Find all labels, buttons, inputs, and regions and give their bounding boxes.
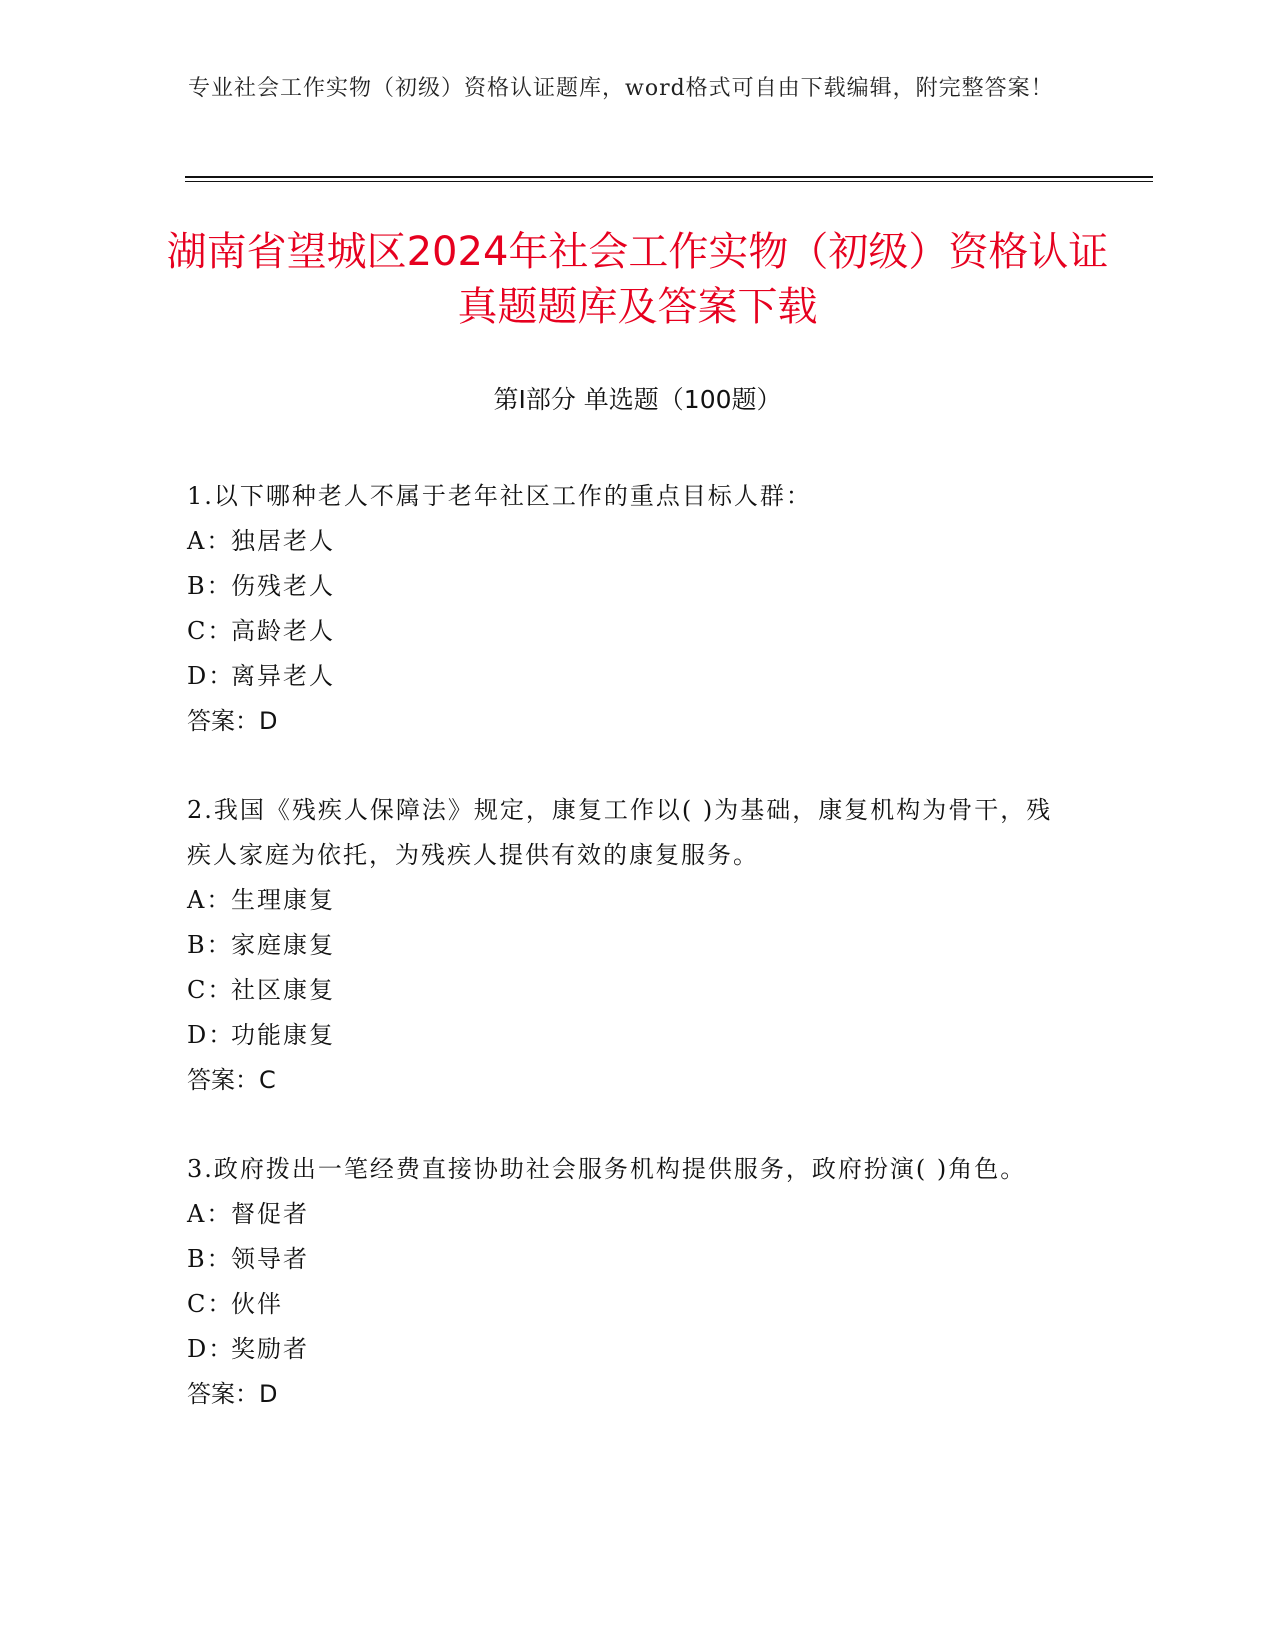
option-c	[187, 609, 1067, 654]
option-b	[187, 923, 1067, 968]
option-c	[187, 968, 1067, 1013]
question-list	[187, 474, 1067, 1461]
option-text: 离异老人	[231, 662, 335, 690]
answer: 答案：D	[187, 707, 278, 735]
option-text: 社区康复	[231, 976, 335, 1004]
option-a	[187, 878, 1067, 923]
option-key: B：	[187, 1245, 233, 1273]
option-key: A：	[187, 886, 233, 914]
question	[187, 474, 1067, 744]
option-text: 领导者	[231, 1245, 309, 1273]
option-text: 奖励者	[231, 1335, 309, 1363]
option-text: 生理康复	[231, 886, 335, 914]
header-note: 专业社会工作实物（初级）资格认证题库，word格式可自由下载编辑，附完整答案！	[188, 76, 1054, 101]
option-d	[187, 1327, 1067, 1372]
option-b	[187, 564, 1067, 609]
option-text: 伙伴	[231, 1290, 283, 1318]
option-text: 独居老人	[231, 527, 335, 555]
option-key: C：	[187, 617, 234, 645]
option-key: A：	[187, 1200, 233, 1228]
answer: 答案：D	[187, 1380, 278, 1408]
option-key: C：	[187, 1290, 234, 1318]
option-c	[187, 1282, 1067, 1327]
option-d	[187, 654, 1067, 699]
option-a	[187, 1192, 1067, 1237]
option-key: D：	[187, 662, 235, 690]
option-b	[187, 1237, 1067, 1282]
option-key: C：	[187, 976, 234, 1004]
question-stem: 3.政府拨出一笔经费直接协助社会服务机构提供服务，政府扮演( )角色。	[187, 1155, 1027, 1183]
header-rule-thick	[185, 176, 1153, 178]
question	[187, 1147, 1067, 1417]
answer: 答案：C	[187, 1066, 276, 1094]
section-heading: 第Ⅰ部分 单选题（100题）	[493, 385, 782, 414]
option-text: 高龄老人	[231, 617, 335, 645]
option-text: 督促者	[231, 1200, 309, 1228]
question-stem: 1.以下哪种老人不属于老年社区工作的重点目标人群：	[187, 482, 812, 510]
document-title: 湖南省望城区2024年社会工作实物（初级）资格认证真题题库及答案下载	[166, 229, 1109, 330]
question-stem: 2.我国《残疾人保障法》规定，康复工作以( )为基础，康复机构为骨干，残疾人家庭为依托，为残疾人提供有效的康复服务。	[187, 796, 1053, 869]
option-key: A：	[187, 527, 233, 555]
header-rule-thin	[185, 181, 1153, 182]
option-text: 功能康复	[231, 1021, 335, 1049]
option-key: B：	[187, 931, 233, 959]
option-key: D：	[187, 1335, 235, 1363]
question	[187, 788, 1067, 1103]
option-d	[187, 1013, 1067, 1058]
option-text: 伤残老人	[231, 572, 335, 600]
option-text: 家庭康复	[231, 931, 335, 959]
option-key: B：	[187, 572, 233, 600]
option-a	[187, 519, 1067, 564]
option-key: D：	[187, 1021, 235, 1049]
